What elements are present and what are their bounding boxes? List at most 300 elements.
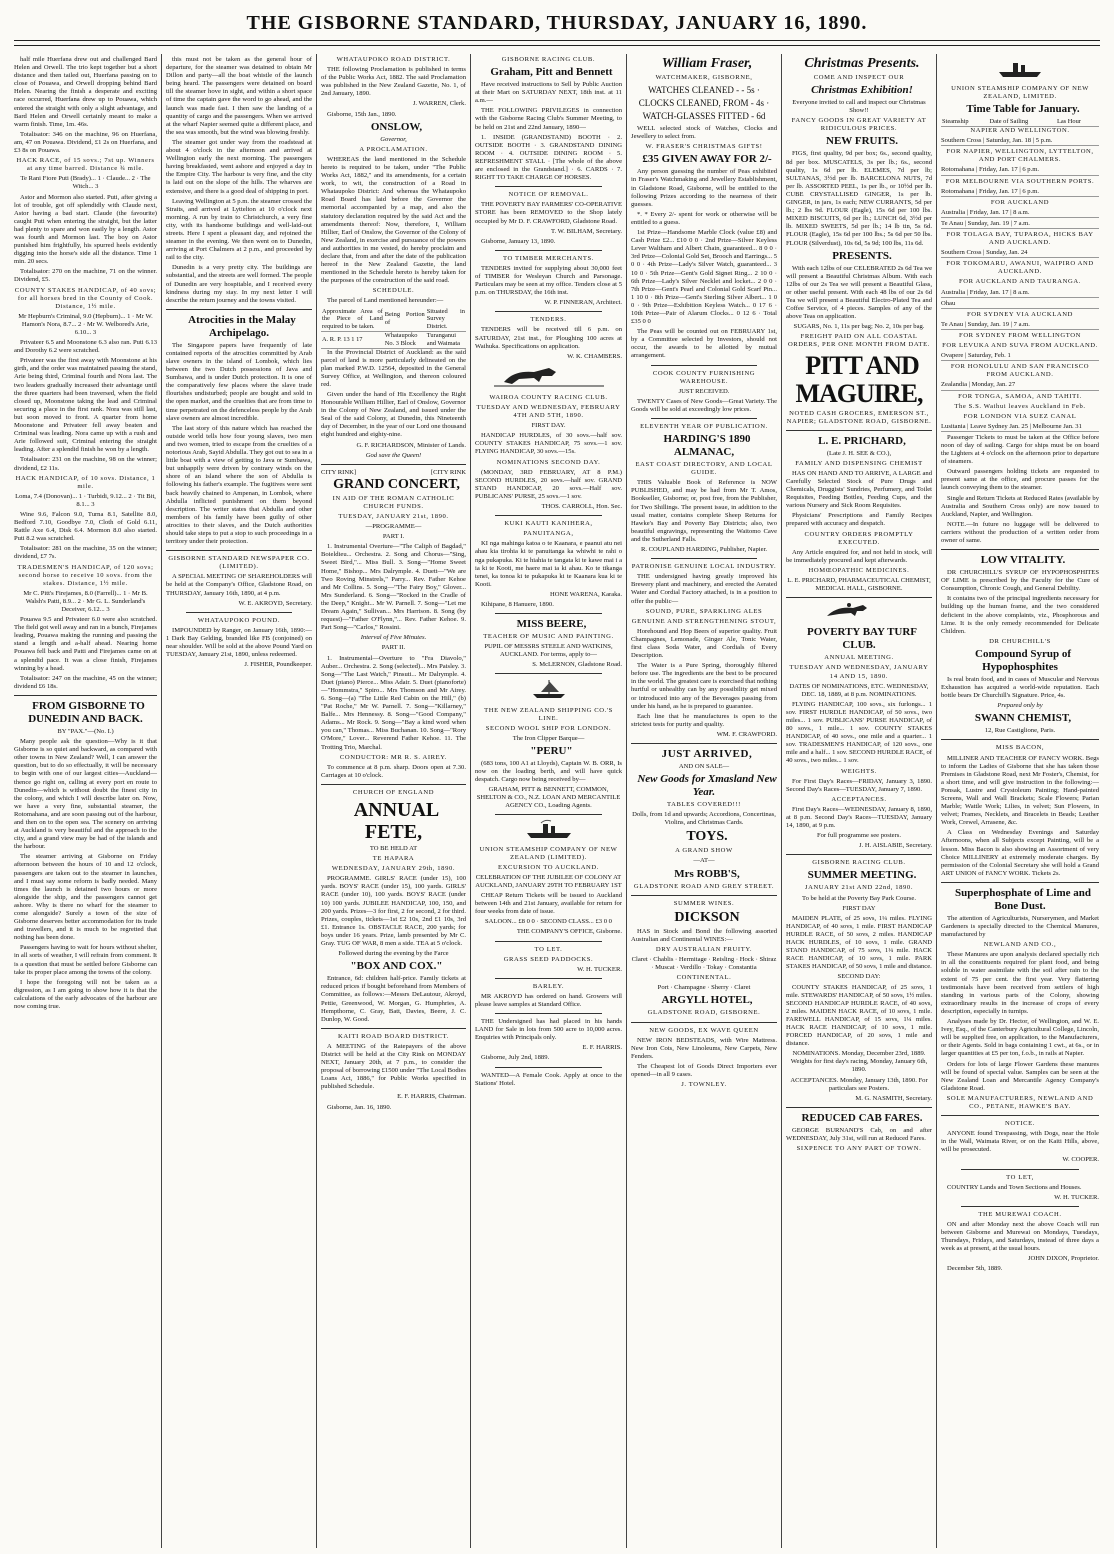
ad-text: Dolls, from 1d and upwards; Accordions, Concertinas, Violins, and Christmas Cards.	[632, 811, 776, 827]
notice-date: Kihipane, 8 Hanuere, 1890.	[481, 600, 554, 608]
timetable-destination: FOR AUCKLAND AND TAURANGA.	[959, 278, 1081, 286]
notice-subheading: PANUITANGA,	[523, 530, 574, 538]
notice-signature: THE COMPANY'S OFFICE, Gisborne.	[516, 928, 622, 936]
ad-text: Any person guessing the number of Peas exhibited in Fraser's Watchmaking and Jewellery Establishment, in Gladstone Road, Gisborne, will be entitled to the following Prizes according to the nearness of their guesses.	[631, 168, 777, 208]
venue-right: [CITY RINK	[430, 468, 466, 476]
fete-organiser: CHURCH OF ENGLAND	[352, 788, 435, 796]
ad-text: NEW IRON BEDSTEADS, with Wire Mattress. New Iron Cots, New Linoleums, New Carpets, New Fenders.	[631, 1036, 777, 1060]
race-heading: COUNTY STAKES HANDICAP, of 40 sovs; for all horses bred in the County of Cook. Distance, 1½ mile.	[14, 286, 157, 310]
column-divider	[781, 54, 782, 1548]
ad-heading: PATRONISE GENUINE LOCAL INDUSTRY.	[631, 563, 777, 571]
totalisator: Totalisator: 281 on the machine, 35 on the winner; dividend, £7 7s.	[14, 545, 157, 561]
section-rule	[651, 365, 757, 366]
proclamation-text: Given under the hand of His Excellency the Right Honourable William Hillier, Earl of Onslow, Governor in the Colony of New Zealand, and issued under the Seal of the said Colony, at Dunedin, this Nineteenth day of December, in the year of our Lord one thousand eight hundred and eighty-nine.	[321, 390, 466, 439]
race-day-label: SECOND DAY:	[837, 973, 881, 981]
grocer-address: NOTED CASH GROCERS, EMERSON ST., NAPIER; GLADSTONE ROAD, GISBORNE.	[786, 409, 932, 425]
ad-headline: Superphosphate of Lime and Bone Dust.	[954, 886, 1091, 912]
ad-text: Any Article enquired for, and not held in stock, will be immediately procured and kept afterwards.	[786, 548, 932, 564]
price-list: WATCHES CLEANED - - 5s · CLOCKS CLEANED, FROM - 4s · WATCH-GLASSES FITTED - 6d	[638, 85, 770, 122]
grocer-name: PITT AND MAGUIRE,	[795, 350, 923, 408]
section-rule	[495, 673, 602, 674]
programme-heading: —PROGRAMME—	[365, 523, 422, 531]
ad-signature: L. E. PRICHARD, PHARMACEUTICAL CHEMIST, MEDICAL HALL, GISBORNE.	[787, 577, 931, 593]
schedule-heading: SCHEDULE.	[372, 287, 415, 295]
column-divider	[936, 54, 937, 1548]
conductor: CONDUCTOR: MR R. S. AIREY.	[339, 753, 448, 761]
concert-venue	[321, 469, 466, 477]
chemist-trade: FAMILY AND DISPENSING CHEMIST	[795, 459, 923, 467]
timetable-destination: The S.S. Waihui leaves Auckland in Feb.	[954, 402, 1086, 410]
notice-signature: W. E. AKROYD, Secretary.	[238, 599, 312, 607]
ad-text: DATES OF NOMINATIONS, ETC. WEDNESDAY, DEC. 18, 1889, at 8 p.m. NOMINATIONS.	[789, 682, 929, 698]
ad-text: SUGARS, No. 1, 11s per bag; No. 2, 10s per bag.	[793, 323, 925, 331]
ad-heading: DR CHURCHILL'S	[989, 637, 1051, 645]
timetable-destination: FOR MELBOURNE VIA SOUTHERN PORTS.	[945, 177, 1095, 185]
ad-heading: ACCEPTANCES.	[831, 795, 887, 803]
company-name: UNION STEAMSHIP COMPANY OF NEW ZEALAND, LIMITED.	[951, 85, 1089, 101]
section-rule	[495, 311, 602, 312]
ad-text: TWENTY Cases of New Goods—Great Variety. The Goods will be sold at exceedingly low prices.	[631, 397, 777, 413]
table-cell: A. R. P. 13 1 17	[321, 331, 384, 348]
column-7-shipping-and-ads	[941, 56, 1099, 1544]
notice-subheading: SECOND WOOL SHIP FOR LONDON.	[485, 724, 612, 732]
ad-text: Each line that he manufactures is open to the strictest tests for purity and quality.	[631, 712, 777, 728]
ad-subheading: EAST COAST DIRECTORY, AND LOCAL GUIDE.	[635, 461, 773, 477]
ad-text: The Peas will be counted out on FEBRUARY 1st, by a Committee selected by Investors, should not occur, the awards to be allotted by mutual arrangement.	[631, 328, 777, 360]
fete-programme: PROGRAMME. GIRLS' RACE (under 15), 100 yards. BOYS' RACE (under 15), 100 yards. GIRLS' RACE (under 10), 100 yards. BOYS' RACE (under 10) 100 yards. JUBILEE HANDICAP, 100, 150, and 200 yards. Prizes—3 for first, 2 for second, 2 for third. Prizes, couples, tickets—1st £2 10s, 2nd £1 10s, 3rd £1. Entrance 1s. OBSTACLE RACE, 200 yards; for boys under 16 years. Prize, lamb presented by Mr C. Gray. TUG OF WAR, 8 men a side. TEA at 5 o'clock.	[321, 875, 466, 948]
proclamation-text: In the Provincial District of Auckland: as the said parcel of land is more particularly delineated on the plan marked P.W.D. 12564, deposited in the General Survey Office, at Wellington, and thereon coloured red.	[321, 348, 466, 388]
ad-heading: GENUINE AND STRENGTHENING STOUT,	[631, 617, 777, 625]
ad-headline: LOW VITALITY.	[980, 554, 1066, 567]
timetable-header	[941, 118, 1099, 127]
column-4-notices	[475, 56, 622, 1544]
ad-subheading: —AT—	[693, 857, 715, 865]
ad-text: Orders for lots of large Flower Gardens these manures will be found of special value. Samples can be seen at the New Zealand Loan and Mercantile Agency Company's Gladstone Road.	[941, 1060, 1099, 1092]
timetable-destination: NAPIER AND WELLINGTON.	[970, 127, 1070, 135]
ad-text: *. * Every 2/- spent for work or otherwise will be entitled to a guess.	[631, 210, 777, 226]
article-paragraph: Passengers having to wait for hours without shelter, in all sorts of weather, I will refrain from comment. It is a question that must be settled before Gisborne can take its proper place among the towns of the colony.	[14, 944, 157, 976]
auctioneer-name: Graham, Pitt and Bennett	[490, 66, 613, 79]
notice-heading: WHATAUPOKO ROAD DISTRICT.	[336, 56, 451, 63]
proclamation-name: ONSLOW,	[370, 120, 423, 133]
timetable-row: Ovapere | Saturday, Feb. 1	[941, 352, 1099, 361]
ad-text: GEORGE BURNAND'S Cab, on and after WEDNESDAY, July 31st, will run at Reduced Fares.	[786, 1126, 932, 1142]
ad-text: THIS Valuable Book of Reference is NOW PUBLISHED, and may be had from Mr T. Amos, Bookseller, Gisborne; or, post free, from the Publisher, for Two Shillings. The present issue, in addition to the usual matter, contains complete Sheep Returns for Hawke's Bay and Poverty Bay Districts; also, two beautiful engravings, representing the Waitomo Cave and the Sutherland Falls.	[631, 479, 777, 543]
timetable-row: Southern Cross | Saturday, Jan. 18 | 5 p.m.	[941, 137, 1099, 146]
table-cell: Whataupoko No. 3 Block	[384, 331, 426, 348]
ad-subheading: AND ON SALE—	[678, 763, 730, 770]
race-result: Loma, 7.4 (Donovan)... 1 · Turbidi, 9.12... 2 · Tit Bit, 8.1... 3	[15, 492, 156, 508]
notice-subheading: GRASS SEED PADDOCKS.	[503, 955, 594, 963]
notice-date: Gisborne, July 2nd, 1889.	[481, 1054, 550, 1062]
notice-signature: W. H. TUCKER.	[577, 965, 622, 973]
notice-text: CHEAP Return Tickets will be issued to Auckland between 14th and 21st January, available for return for four weeks from date of issue.	[475, 892, 622, 916]
section-rule	[321, 464, 466, 465]
ad-heading: W. FRASER'S CHRISTMAS GIFTS!	[645, 143, 763, 151]
ad-headline: DICKSON	[674, 909, 740, 925]
ad-text: 12, Rue Castiglione, Paris.	[984, 727, 1056, 735]
notice-text: A SPECIAL MEETING OF SHAREHOLDERS will be held at the Company's Office, Gladstone Road, on THURSDAY, January 16th, 1890, at 4 p.m.	[166, 573, 312, 597]
wine-list: Claret · Chablis · Hermitage · Reisling · Hock · Shiraz · Muscat · Verdillo · Tokay · Constantia	[631, 956, 777, 972]
race-list: HANDICAP HURDLES, of 30 sovs.—half sov. COUNTY STAKES HANDICAP, 75 sovs.—1 sov. FLYING HANDICAP, 30 sovs.—15s.	[475, 432, 622, 456]
timetable-row: Lusitania | Leave Sydney Jan. 25 | Melbourne Jan. 31	[941, 423, 1099, 432]
fares: SALOON... £8 0 0 · SECOND CLASS... £3 0 0	[485, 918, 612, 926]
ad-text: First Day's Races—WEDNESDAY, January 8, 1890, at 8 p.m. Second Day's Races—TUESDAY, January 14, 1890, at 9 p.m.	[786, 805, 932, 830]
ad-headline: PRESENTS.	[832, 249, 892, 262]
race-day-label: FIRST DAY.	[531, 422, 566, 430]
table-header-cell: Being Portion of	[384, 308, 426, 332]
notice-heading: TENDERS.	[530, 316, 567, 324]
section-rule	[631, 895, 777, 896]
ad-headline: £35 GIVEN AWAY FOR 2/-	[642, 153, 772, 166]
race-report: Wine 9.6, Falcon 9.0, Turna 8.1, Satellite 8.0, Bedford 7.10, Goodbye 7.0, Cloth of Gold 6.11, Rattle Axe 6.4, Disk 6.4. Mormon 8.0 also started. Puti 8.2 was scratched.	[14, 510, 157, 543]
notice-heading: KAITI ROAD BOARD DISTRICT.	[337, 1032, 450, 1040]
ad-heading: DRY AUSTRALIAN FRUITY.	[655, 945, 753, 953]
column-divider	[626, 54, 627, 1548]
turf-club-engraving	[786, 602, 932, 623]
chemist-former: (Late J. H. SEE & CO.),	[826, 449, 892, 457]
column-5-advertisements	[631, 56, 777, 1544]
column-2-articles	[166, 56, 312, 1544]
notice-signature: HONE WARENA, Karaka.	[549, 590, 622, 598]
ad-text: SIXPENCE TO ANY PART OF TOWN.	[796, 1145, 922, 1152]
timetable-routes	[941, 127, 1099, 432]
ad-heading: TABLES COVERED!!!	[667, 801, 741, 809]
notice-signature: E. F. HARRIS, Chairman.	[397, 1093, 466, 1101]
article-paragraph: Dunedin is a very pretty city. The buildings are substantial, and the streets are well formed. The people of Dunedin are very hospitable, and I received every kindness during my stay. In my next letter I will describe the return journey and the towns visited.	[166, 264, 312, 304]
section-rule	[941, 739, 1099, 740]
fete-location: TE HAPARA	[372, 855, 415, 863]
ad-text: Outward passengers holding tickets are requested to present same at the office, and procure passes for the launch conveying them to the steamer.	[941, 468, 1099, 492]
notice-heading: NOTICE OF REMOVAL.	[508, 191, 589, 199]
timetable-destination: FOR TOKOMARU, AWANUI, WAIPIRO AND AUCKLAND.	[946, 260, 1094, 276]
ad-text: The Cheapest lot of Goods Direct Importers ever opened—in all 9 cases.	[631, 1062, 777, 1078]
timetable-row: Te Anau | Sunday, Jan. 19 | 7 a.m.	[941, 321, 1099, 330]
ad-heading: GISBORNE RACING CLUB.	[812, 859, 906, 867]
race-report: Pouawa 9.5 and Privateer 6.0 were also scratched. The field got well away and ran in a bunch, Firejames leading, Pouawa making the running and passing the stand a length and a-half ahead. Nearing home Pouawa fell back and Patti and Firejames came on at a splendid pace. It was a close finish, Firejames winning by a head.	[14, 616, 157, 672]
concert-subtitle: IN AID OF THE ROMAN CATHOLIC CHURCH FUNDS.	[332, 494, 455, 510]
notice-heading: KUKI KAUTI KANIHERA,	[504, 520, 593, 528]
notice-heading: WAIROA COUNTY RACING CLUB.	[489, 393, 608, 401]
proclamation-heading: A PROCLAMATION.	[359, 145, 428, 153]
ad-text: COUNTRY ORDERS PROMPTLY EXECUTED.	[804, 530, 914, 546]
ad-heading: TO LET,	[1006, 1173, 1034, 1181]
race-day-label: NOMINATIONS SECOND DAY.	[496, 458, 601, 466]
section-rule	[495, 1067, 602, 1068]
ad-text: Analyses made by Dr. Hector, of Wellington, and W. E. Ivey, Esq., of the Canterbury Agricultural College, Lincoln, will be supplied free, on application, to the Manufacturers, or their Agents. Sold in bags containing 1 cwt., at 6s., or in larger quantities at £5 per ton, f.o.b., in rails at Napier.	[941, 1018, 1099, 1058]
notice-text: THE FOLLOWING PRIVILEGES in connection with the Gisborne Racing Club's Summer Meeting, to be held on 21st and 22nd January, 1890—	[475, 107, 622, 131]
section-rule	[495, 978, 602, 979]
notice-signature: T. W. BILHAM, Secretary.	[550, 227, 622, 235]
almanac-title: HARDING'S 1890 ALMANAC,	[663, 433, 751, 459]
ad-heading: NOTICE.	[1004, 1120, 1036, 1128]
ad-signature: R. COUPLAND HARDING, Publisher, Napier.	[640, 546, 768, 554]
ad-text: HAS ON HAND AND TO ARRIVE, A LARGE and Carefully Selected Stock of Pure Drugs and Chemicals, Druggists' Sundries, Perfumery, and Toilet Requisites, Feeding Bottles, Feeding Cups, and the various Nursery and Sick Room Requisites.	[786, 469, 932, 510]
column-6-advertisements	[786, 56, 932, 1544]
wine-list: Port · Champagne · Sherry · Claret	[657, 984, 751, 992]
farce-title: "BOX AND COX."	[350, 960, 443, 973]
ad-text: Passenger Tickets to must be taken at the Office before noon of day of sailing. Cargo for ships must be on board the Lighters at 4 o'clock on the afternoon prior to departure of steamers.	[941, 433, 1099, 466]
ad-signature: W. COOPER.	[1062, 1156, 1099, 1164]
race-day-label: FIRST DAY	[842, 904, 876, 912]
programme-part: PART II.	[381, 644, 406, 652]
notice-text: A MEETING of the Ratepayers of the above District will be held at the City Rink on MONDAY NEXT, January 20th, at 7 p.m., to consider the proposal of borrowing £1500 under "The Local Bodies Loans Act, 1886," for Public Works specified in published Schedule.	[321, 1042, 466, 1091]
totalisator: Totalisator: 231 on the machine, 98 on the winner; dividend, £2 11s.	[14, 456, 157, 472]
notice-text: THE Undersigned has had placed in his hands LAND for Sale in lots from 500 acre to 10,000 acres. Enquiries with Principals only.	[475, 1018, 622, 1042]
ad-heading: MISS BACON,	[995, 744, 1045, 752]
section-rule	[495, 250, 602, 251]
race-report: half mile Huerfana drew out and challenged Bard Helen and Orwell. The trio kept together but a short distance and then tailed out, Huerfana passing on to close of Pouawa, and Orwell dropping behind Bard Helen. Nearing the finish a desperate and exciting race occurred, Huerfana drew up to Pouawa, which entered the straight with only a slight advantage, and Bard Helen and Orwell certainly meant to make a warm finish. Time, 1m. 46s.	[14, 56, 157, 128]
ad-text: Prepared only by	[997, 702, 1043, 710]
race-report: Astor and Mormon also started. Puti, after giving a lot of trouble, got off splendidly with Claude next, Astor having a bad start. Claude (the favourite) caught Puti when entering the straight, but the latter had plenty to spare and won easily by a length. Astor was fourth and Mormon last. The boy on Astor punished him frightfully, his spurred heels evidently digging into the horse's side all the distance. Time 1 min. 20 secs.	[14, 193, 157, 266]
ad-heading: CONTINENTAL.	[676, 974, 732, 982]
ad-text: These Manures are upon analysis declared specially rich in all the constituents required for plant food, and being soluble in water assimilate with the soil after rain to the extent of 75 per cent. the first year. Very flattering testimonials have been received from settlers of high standing in various parts of the Colony, showing extraordinary results in the increase of crops of every description, especially in turnips.	[941, 951, 1099, 1015]
ad-signature: W. H. TUCKER.	[1054, 1193, 1099, 1201]
ad-text: The Water is a Pure Spring, thoroughly filtered before use. The ingredients are the best to be procured in the world. The greatest care is exercised that nothing hurtful or unhealthy can by any possibility get mixed or introduced into any of the Beverages passing from under his hand, as he is prepared to guarantee.	[631, 662, 777, 710]
table-header-row	[941, 118, 1099, 126]
ad-text: COME AND INSPECT OUR	[813, 74, 905, 81]
proclamation-title: Governor,	[380, 135, 407, 143]
ad-signature: SOLE MANUFACTURERS, NEWLAND AND CO., PETANE, HAWKE'S BAY.	[946, 1094, 1094, 1110]
teacher-subject: TEACHER OF MUSIC AND PAINTING.	[483, 633, 614, 641]
ship-engraving	[475, 678, 622, 703]
race-heading: TRADESMEN'S HANDICAP, of 120 sovs; second horse to receive 10 sovs. from the stakes. Distance, 1½ mile.	[17, 563, 154, 587]
notice-text: (683 tons, 100 A1 at Lloyds), Captain W. B. ORR, Is now on the loading berth, and will have quick despatch. Cargo now being received by—	[475, 759, 622, 784]
notice-text: CELEBRATION OF THE JUBILEE OF COLONY AT AUCKLAND, JANUARY 29TH TO FEBRUARY 1ST	[475, 873, 622, 889]
ship-icon	[529, 678, 569, 700]
ad-text: Everyone invited to call and inspect our Christmas Show!!	[792, 99, 926, 115]
ad-headline: Christmas Exhibition!	[811, 84, 913, 97]
steamship-icon	[525, 819, 573, 839]
section-rule	[786, 430, 932, 431]
section-rule	[166, 550, 312, 551]
ad-subheading: JUST RECEIVED.	[678, 387, 730, 395]
ad-text: Horehound and Hop Beers of superior quality. Fruit Champagnes, Lemonade, Ginger Ale, Tonic Water, first class Soda Water, and Cordials of Every Description.	[631, 627, 777, 660]
table-header-row	[321, 308, 466, 332]
fete-title: ANNUAL FETE,	[353, 799, 440, 844]
steamship-icon	[997, 59, 1043, 79]
schedule-intro: The parcel of Land mentioned hereunder:—	[327, 297, 444, 305]
notice-text: Have received instructions to Sell by Public Auction at their Mart on SATURDAY NEXT, 18th inst. at 11 a.m.—	[475, 81, 622, 105]
section-rule	[166, 309, 312, 310]
ad-text: NOTE.—In future no luggage will be delivered to carriers without the production of a written order from owner of same.	[941, 520, 1099, 545]
notice-signature: G. F. RICHARDSON, Minister of Lands.	[356, 441, 466, 449]
notice-heading: THE NEW ZEALAND SHIPPING CO.'S LINE.	[484, 706, 613, 722]
fete-details: Entrance, 6d: children half-price. Family tickets at reduced prices if bought beforehand from Members of Committee, as follows:—Messrs DeLautour, Akroyd, Pettie, Greenwood, W. Morgan, G. Humphries, A. Hempthorne, C. Gray, Batt, Davies, Beere, J. C. Dunlop, W. Good.	[321, 975, 466, 1023]
table-cell: Turanganui and Waimata	[426, 331, 466, 348]
ad-heading: SUMMER WINES.	[673, 899, 735, 907]
ad-text: With each 12lbs of our CELEBRATED 2s 6d Tea we will present a Beautiful Christmas Album. With each 12lbs of our 2s Tea we will present a Beautiful Glass, or other useful present. With each 48 lbs of our 2s 6d Tea we will present a Beautiful Electro-Plated Tea and Coffee Service, of 4 pieces. Samples of any of the above Teas on application.	[786, 264, 932, 321]
ad-headline: TOYS.	[686, 829, 728, 845]
column-1-race-results	[14, 56, 157, 1544]
ad-text: The attention of Agriculturists, Nurserymen, and Market Gardeners is specially directed to the Chemical Manures, manufactured by	[941, 914, 1099, 939]
table-header-cell: Las Hour	[1056, 118, 1099, 126]
ad-subheading: GLADSTONE ROAD, GISBORNE.	[647, 1009, 761, 1017]
section-rule	[651, 418, 757, 419]
notice-signature: J. FISHER, Poundkeeper.	[244, 661, 312, 669]
fete-date: WEDNESDAY, JANUARY 29th, 1890.	[331, 865, 456, 873]
notice-date: Gisborne, Jan. 16, 1890.	[327, 1103, 392, 1111]
programme-interval: Interval of Five Minutes.	[360, 634, 427, 642]
horse-icon	[494, 364, 604, 388]
timetable-row: Ohau	[941, 300, 1099, 309]
timetable-row: Te Anau | Sunday, Jan. 19 | 7 a.m.	[941, 220, 1099, 229]
timetable-destination: FOR NAPIER, WELLINGTON, LYTTELTON, AND PORT CHALMERS.	[946, 148, 1094, 164]
notice-text: WANTED—A Female Cook. Apply at once to the Stations' Hotel.	[475, 1071, 622, 1087]
timetable-destination: FOR SYDNEY FROM WELLINGTON	[959, 331, 1081, 339]
timetable-row: Australia | Friday, Jan. 17 | 8 a.m.	[941, 289, 1099, 298]
column-divider	[316, 54, 317, 1548]
section-rule	[941, 549, 1099, 550]
ad-text: THE undersigned having greatly improved his Brewery plant and machinery, and erected the Aerated Water and Cordial Factory attached, is in a position to offer the public—	[631, 573, 777, 605]
ad-headline: REDUCED CAB FARES.	[801, 1111, 923, 1124]
article-byline: BY "PAX."—(No. I.)	[57, 727, 114, 735]
section-rule	[961, 1206, 1079, 1207]
ad-text: HAS in Stock and Bond the following assorted Australian and Continental WINES:—	[631, 927, 777, 943]
timetable-destination: FOR TOLAGA BAY, TUPAROA, HICKS BAY AND AUCKLAND.	[946, 231, 1094, 247]
masthead-title: THE GISBORNE STANDARD, THURSDAY, JANUARY 16, 1890.	[246, 12, 868, 34]
ad-text: ACCEPTANCES. Monday, January 13th, 1890. For particulars see Posters.	[790, 1076, 928, 1092]
concert-date: TUESDAY, JANUARY 21st, 1890.	[338, 513, 449, 521]
race-list: MAIDEN PLATE, of 25 sovs, 1¼ miles. FLYING HANDICAP, of 40 sovs, 1 mile. FIRST HANDICAP HURDLE RACE, of 50 sovs, 2 miles. HANDICAP HACK HURDLES, of 10 sovs, 1 mile. GRAND STAND HANDICAP, of 75 sovs, 1¼ mile. HACK RACE HANDICAP, of 10 sovs, 1 mile. PARK STAKES HANDICAP, of 50 sovs, 1 mile and distance.	[786, 914, 932, 971]
timetable-row: Zealandia | Monday, Jan. 27	[941, 381, 1099, 390]
jockey-horse-icon	[819, 602, 899, 620]
ad-date: December 5th, 1889.	[947, 1265, 1003, 1273]
article-paragraph: The steamer got under way from the roadstead at about 4 o'clock in the afternoon and arrived at Wellington early the next morning. The passengers having breakfasted, went ashore and enjoyed a day in the Empire City. The harbour is very fine, and the city is laid out on the slope of the hills. The wharves are extensive, and there is a good deal of shipping in port.	[166, 138, 312, 195]
section-rule	[495, 1013, 602, 1014]
timetable-destination: FOR LEVUKA AND SUVA FROM AUCKLAND.	[942, 342, 1098, 350]
ad-heading: THE MUREWAI COACH.	[978, 1210, 1062, 1218]
race-heading: HACK RACE, of 15 sovs.; 7st up. Winners at any time barred. Distance ¾ mile.	[16, 157, 155, 173]
section-rule	[495, 613, 602, 614]
ship-name: "PERU"	[530, 744, 573, 757]
ad-headline: SWANN CHEMIST,	[974, 712, 1072, 725]
race-result: Te Rani Fiore Puti (Brady)... 1 · Claude... 2 · The Witch... 3	[20, 175, 151, 191]
proclamation-closing: God save the Queen!	[365, 451, 422, 459]
race-heading: HACK HANDICAP, of 10 sovs. Distance, 1 mile.	[15, 474, 156, 490]
ad-heading: NEW GOODS, EX WAVE QUEEN	[649, 1026, 759, 1034]
union-company-engraving	[941, 59, 1099, 82]
race-report: Privateer was the first away with Moonstone at his girth, and the order was maintained passing the stand, Arie being third, Criminal fourth and Nora last. The two leaders gradually increased their advantage until the three quarters had been traversed, when the field closed up, Moonstone taking the lead and Criminal securing a place in the first rank. Nora was still last, but soon moved to front. A quarter from home Moonstone and Privateer fell away beaten and Criminal was leading. Nora came up with a rush and Arie followed suit, Criminal entering the straight leading. After a splendid finish he won by a length.	[14, 357, 157, 454]
article-headline: Atrocities in the Malay Archipelago.	[188, 313, 296, 339]
column-divider	[161, 54, 162, 1548]
section-rule	[651, 558, 757, 559]
race-result: Mr C. Pitt's Firejames, 8.0 (Farrell)... 1 · Mr B. Walsh's Patti, 8.9... 2 · Mr G. L. Sunderland's Deceiver, 6.12... 3	[23, 589, 148, 613]
prize-list: 1st Prize—Handsome Marble Clock (value £8) and Cash Prize £2... £10 0 0 · 2nd Prize—Silver Keyless Lever Waltham and Albert Chain, guaranteed... 8 0 0 · 3rd Prize—Colonial Gold Set, Brooch and Earrings... 5 0 0 · 4th Prize—Lady's Silver Watch, guaranteed... 3 10 0 · 5th Prize—Gent's Gold Signet Ring... 2 10 0 · 6th Prize—Lady's Silver Necklet and locket... 2 0 0 · 7th Prize—Gent's Pearl and Colonial Gold Scarf Pin... 1 10 0 · 8th Prize—Gent's Sterling Silver Albert... 1 0 0 · 9th Prize—Exhibition Keyless Watch... 0 17 6 · 10th Prize—Pair of Alarum Clocks... 0 12 6 · Total £35 0 0	[631, 229, 777, 326]
notice-text: MR AKROYD has ordered on hand. Growers will please leave samples at Standard Office.	[475, 992, 622, 1008]
section-rule	[495, 515, 602, 516]
section-rule	[786, 1107, 932, 1108]
table-header-cell: Approximate Area of the Piece of Land required to be taken.	[322, 307, 383, 331]
concert-details: To commence at 8 p.m. sharp. Doors open at 7.30. Carriages at 10 o'clock.	[321, 763, 466, 779]
section-rule	[961, 1169, 1079, 1170]
notice-text: KI nga mahinga katoa o te Kaanara, e paanui atu nei ahau kia tirohia ki te panuitanga ka whiwhi te rahi o nga pukapuka. Ki te hiahia te tangata ki te kawe mai i a ia ki te Kooti, me haere mai ia ki ahau. Ko te tikanga tenei, ka tonoa ki te pukapuka ki te Kaanara kua ki te Kooti.	[475, 540, 622, 588]
ad-text: HOMŒOPATHIC MEDICINES.	[808, 566, 910, 574]
timetable-row: Rotomahana | Friday, Jan. 17 | 6 p.m.	[941, 188, 1099, 197]
ad-heading: SOUND, PURE, SPARKLING ALES	[645, 607, 763, 615]
ad-signature: M. G. NASMITH, Secretary.	[855, 1094, 932, 1102]
article-paragraph: The last story of this nature which has reached the outside world tells how four young slaves, two men and two women, tried to escape from the cruelties of a notorious Arab, Sayid Abdulla. They got out to sea in a little boat with a view of getting to Java or Sumbawa, but unhappily were driven by contrary winds on the shore of an island where the son of Abdulla is following his father's example. The fugitives were sent back heavily chained to Ampenan, in Lombok, where Abdulla inflicted punishment on them beyond description. The writer states that Abdulla and other members of his family have been guilty of other atrocities to their slaves, and the Dutch authorities should take steps to put a stop to such proceedings in a territory under their protection.	[166, 424, 312, 546]
timetable-destination: FOR AUCKLAND	[990, 198, 1050, 206]
notice-text: TENDERS invited for supplying about 30,000 feet of TIMBER for Wesleyan Church and Parsonage. Particulars may be seen at my office. Tenders close at 5 p.m. on THURSDAY, the 16th inst.	[475, 264, 622, 297]
article-paragraph: Many people ask the question—Why is it that Gisborne is so quiet and backward, as compared with other towns in New Zealand? Well, I can answer the question, but to do so effectually, it will be necessary to begin with one of our largest cities—Auckland—thence go right on, calling at every port en route to Dunedin—which is without doubt the finest city in the colony, and which I will describe later on. Now, we have a very fine, substantial steamer, the Rotomahana, and are soon passing out of the harbour, and then on to the open sea. The scenery on arriving at Auckland is very beautiful and the approach to the city, and a grand view may be had of the islands and the harbour.	[14, 738, 157, 851]
section-rule	[14, 695, 157, 696]
race-list: FLYING HANDICAP, 100 sovs., six furlongs... 1 sov. FIRST HURDLE HANDICAP, of 50 sovs., two miles... 1 sov. PUBLICANS' PURSE HANDICAP, of 80 sovs., 1 mile... 1 sov. COUNTY STAKES HANDICAP, of 40 sovs., one mile and a quarter... 1 sov. TRADESMEN'S HANDICAP, of 120 sovs., one mile and a half... 1 sov. SECOND HURDLE RACE, of 40 sovs., two miles... 1 sov.	[786, 700, 932, 765]
notice-heading: WHATAUPOKO POUND.	[197, 616, 281, 624]
section-rule	[941, 1115, 1099, 1116]
notice-heading: BARLEY.	[532, 982, 565, 990]
notice-signature: W. P. FINNERAN, Architect.	[544, 299, 622, 307]
ad-heading: NEWLAND AND CO.,	[983, 941, 1057, 949]
race-dates: TUESDAY AND WEDNESDAY, FEBRUARY 4TH AND 5TH, 1890.	[476, 404, 621, 420]
notice-signature: S. McLERNON, Gladstone Road.	[532, 661, 622, 669]
ad-text: MILLINER AND TEACHER OF FANCY WORK. Begs to inform the Ladies of Gisborne that she has taken those Premises in Gladstone Road, next Mr Foster's, Chemist, for a short time, and will give instruction in the following:— Ponsak, Lustre and Crystoleum Painting; Hand-painted Screens, Wall and Wall Brackets; Scale Flowers; Parian Marble; Wattle Work; Lilies, in velvet; Sun Flowers, in velvet; Frames, Necklets, and Bracelets in Beads; Leather Work, Crewel, Arrasene, &c.	[941, 754, 1099, 827]
totalisator: Totalisator: 346 on the machine, 96 on Huerfana, am, 47 on Pouawa. Dividend, £1 2s on Huerfana, and £3 8s on Pouawa.	[14, 130, 157, 155]
section-rule	[631, 1022, 777, 1023]
section-rule	[786, 854, 932, 855]
programme-part: PART I.	[382, 533, 405, 541]
advertiser-trade: WATCHMAKER, GISBORNE,	[655, 74, 753, 81]
race-dates: JANUARY 21st AND 22nd, 1890.	[804, 884, 914, 892]
schedule-table	[321, 308, 466, 349]
section-rule	[321, 784, 466, 785]
column-divider	[470, 54, 471, 1548]
notice-heading: TO TIMBER MERCHANTS.	[502, 254, 595, 262]
column-3-notices	[321, 56, 466, 1544]
notice-text: PUPIL OF MESSRS STEELE AND WATKINS, AUCKLAND. For terms, apply to—	[484, 643, 613, 659]
ad-text: ON and after Monday next the above Coach will run between Gisborne and Murewai on Mondays, Tuesdays, Thursdays, Fridays, and Saturdays, instead of three days a week as at present, at the usual hours.	[941, 1220, 1099, 1253]
totalisator: Totalisator: 270 on the machine, 71 on the winner. Dividend, £5.	[14, 268, 157, 284]
race-report: Privateer 6.5 and Moonstone 6.3 also ran. Puti 6.13 and Dorothy 6.2 were scratched.	[14, 339, 157, 355]
ad-headline: POVERTY BAY TURF CLUB.	[806, 626, 918, 652]
venue-left: CITY RINK]	[321, 468, 357, 476]
timetable-row: Southern Cross | Sunday, Jan. 24	[941, 249, 1099, 258]
table-header-cell: Situated in Survey District.	[426, 307, 465, 331]
race-list: (MONDAY, 3RD FEBRUARY, AT 8 P.M.) SECOND HURDLES, 20 sovs.—half sov. GRAND STAND HANDICAP, 20 sovs.—Half sov. PUBLICANS' PURSE, 25 sovs.—1 sov.	[475, 468, 622, 500]
ad-text: FREIGHT PAID ON ALL COASTAL ORDERS, PER ONE MONTH FROM DATE.	[787, 333, 931, 349]
ad-text: To be held at the Poverty Bay Park Course.	[802, 894, 916, 902]
timetable-row: Rotomahana | Friday, Jan. 17 | 6 p.m.	[941, 166, 1099, 175]
masthead-rule-bottom	[14, 45, 1100, 46]
table-row	[321, 331, 466, 348]
section-rule	[321, 1028, 466, 1029]
ad-heading: COOK COUNTY FURNISHING WAREHOUSE.	[652, 369, 756, 385]
ad-text: COUNTRY Lands and Town Sections and Houses.	[947, 1183, 1082, 1191]
ad-headline: NEW FRUITS.	[826, 135, 898, 148]
notice-heading: GISBORNE STANDARD NEWSPAPER CO. (LIMITED).	[168, 555, 310, 571]
proclamation-text: WHEREAS the land mentioned in the Schedule hereto is required to be taken, under "The Public Works Act, 1882," and its amendments, for a certain work, to wit, the construction of a Road in Whataupoko District: And whereas the Whataupoko Road Board has laid before the Governor the memorial accompanied by a map, and also the statutory declaration required by the said Act and the amendments thereof: Now, therefore, I, William Hillier, Earl of Onslow, the Governor of the Colony of New Zealand, in exercise and pursuance of the powers and authorities in me vested, do hereby proclaim and declare that, from and after the date of the publication hereof in the New Zealand Gazette, the land mentioned in the Schedule hereto is hereby taken for the purposes of the construction of the said road.	[321, 155, 466, 285]
loading-agents: GRAHAM, PITT & BENNETT, COMMON, SHELTON & CO., N.Z. LOAN AND MERCANTILE AGENCY CO., Loading Agents.	[476, 786, 621, 810]
ad-text: FANCY GOODS IN GREAT VARIETY AT RIDICULOUS PRICES.	[791, 117, 927, 133]
notice-heading: GISBORNE RACING CLUB.	[501, 56, 596, 63]
ad-text: For First Day's Races—FRIDAY, January 3, 1890. Second Day's Races—TUESDAY, January 7, 1890.	[786, 777, 932, 793]
ad-headline: SUMMER MEETING.	[807, 869, 917, 882]
programme-list: 1. Instrumental—Overture to "Fra Diavolo," Auber... Orchestra. 2. Song (selected)... Mrs Paisley. 3. Song—"The Last Watch," Pinsuti... Mr Dalrymple. 4. Duet (piano) Pierce... Miss Adair. 5. Duet (pianoforte)—"Hommstra," Spiro... Mrs Thomson and Mr Airey. 6. Song—(a) "The Little Red Cabin on the Hill," (b) "Pat Roche," Mr W. Parnell. 7. Song—"Killarney," Balfe... Mrs Hennessy. 8. Song—"Good Company," Adams... Mr Rock. 9. Song—"Bay a kind word when you can," Thomas... Miss Buchanan. 10. Song—"Rory O'More," Lover... Reverend Father Kehoe. 11. The Trotting Trio, Marchal.	[321, 654, 466, 751]
timetable-destination: FOR TONGA, SAMOA, AND TAHITI.	[958, 392, 1082, 400]
ad-text: For full programme see posters.	[816, 832, 902, 840]
racehorse-engraving	[475, 364, 622, 391]
article-paragraph: this must not be taken as the general hour of departure, for the steamer was detained to obtain Mr Dillon and party—all the boat whistle of the launch being heard. The passengers were detained on board till the steamer hove in sight, and within a short space of time the captain gave the word to go ahead, and the launch was made fast. I then saw the landing of a quantity of cargo and the passengers. When we arrived at the wharf Napier seemed quite a different place, and the sea was smooth, but the wind was blowing freshly.	[166, 56, 312, 136]
timetable-title: Time Table for January.	[966, 103, 1080, 116]
ad-headline: Mrs ROBB'S,	[674, 867, 740, 880]
ad-signature: JOHN DIXON, Proprietor.	[1027, 1255, 1099, 1263]
timetable-destination: FOR HONOLULU AND SAN FRANCISCO FROM AUCKLAND.	[950, 363, 1090, 379]
notice-signature: E. F. HARRIS.	[582, 1044, 622, 1052]
section-rule	[495, 941, 602, 942]
section-rule	[631, 743, 777, 744]
article-paragraph: The steamer arriving at Gisborne on Friday afternoon between the hours of 10 and 12 o'clock, passengers are taken out to the steamer in launches, and I must say some reform is badly needed. Many times the launch is detained two hours or more alongside the ship, and the passengers cannot get ashore. Why is there no wharf for the steamer to come alongside? Surely a town of the size of Gisborne deserves better accommodation for its trade and travellers, and it is much to be regretted that nothing has been done.	[14, 853, 157, 942]
teacher-name: MISS BEERE,	[516, 618, 587, 631]
